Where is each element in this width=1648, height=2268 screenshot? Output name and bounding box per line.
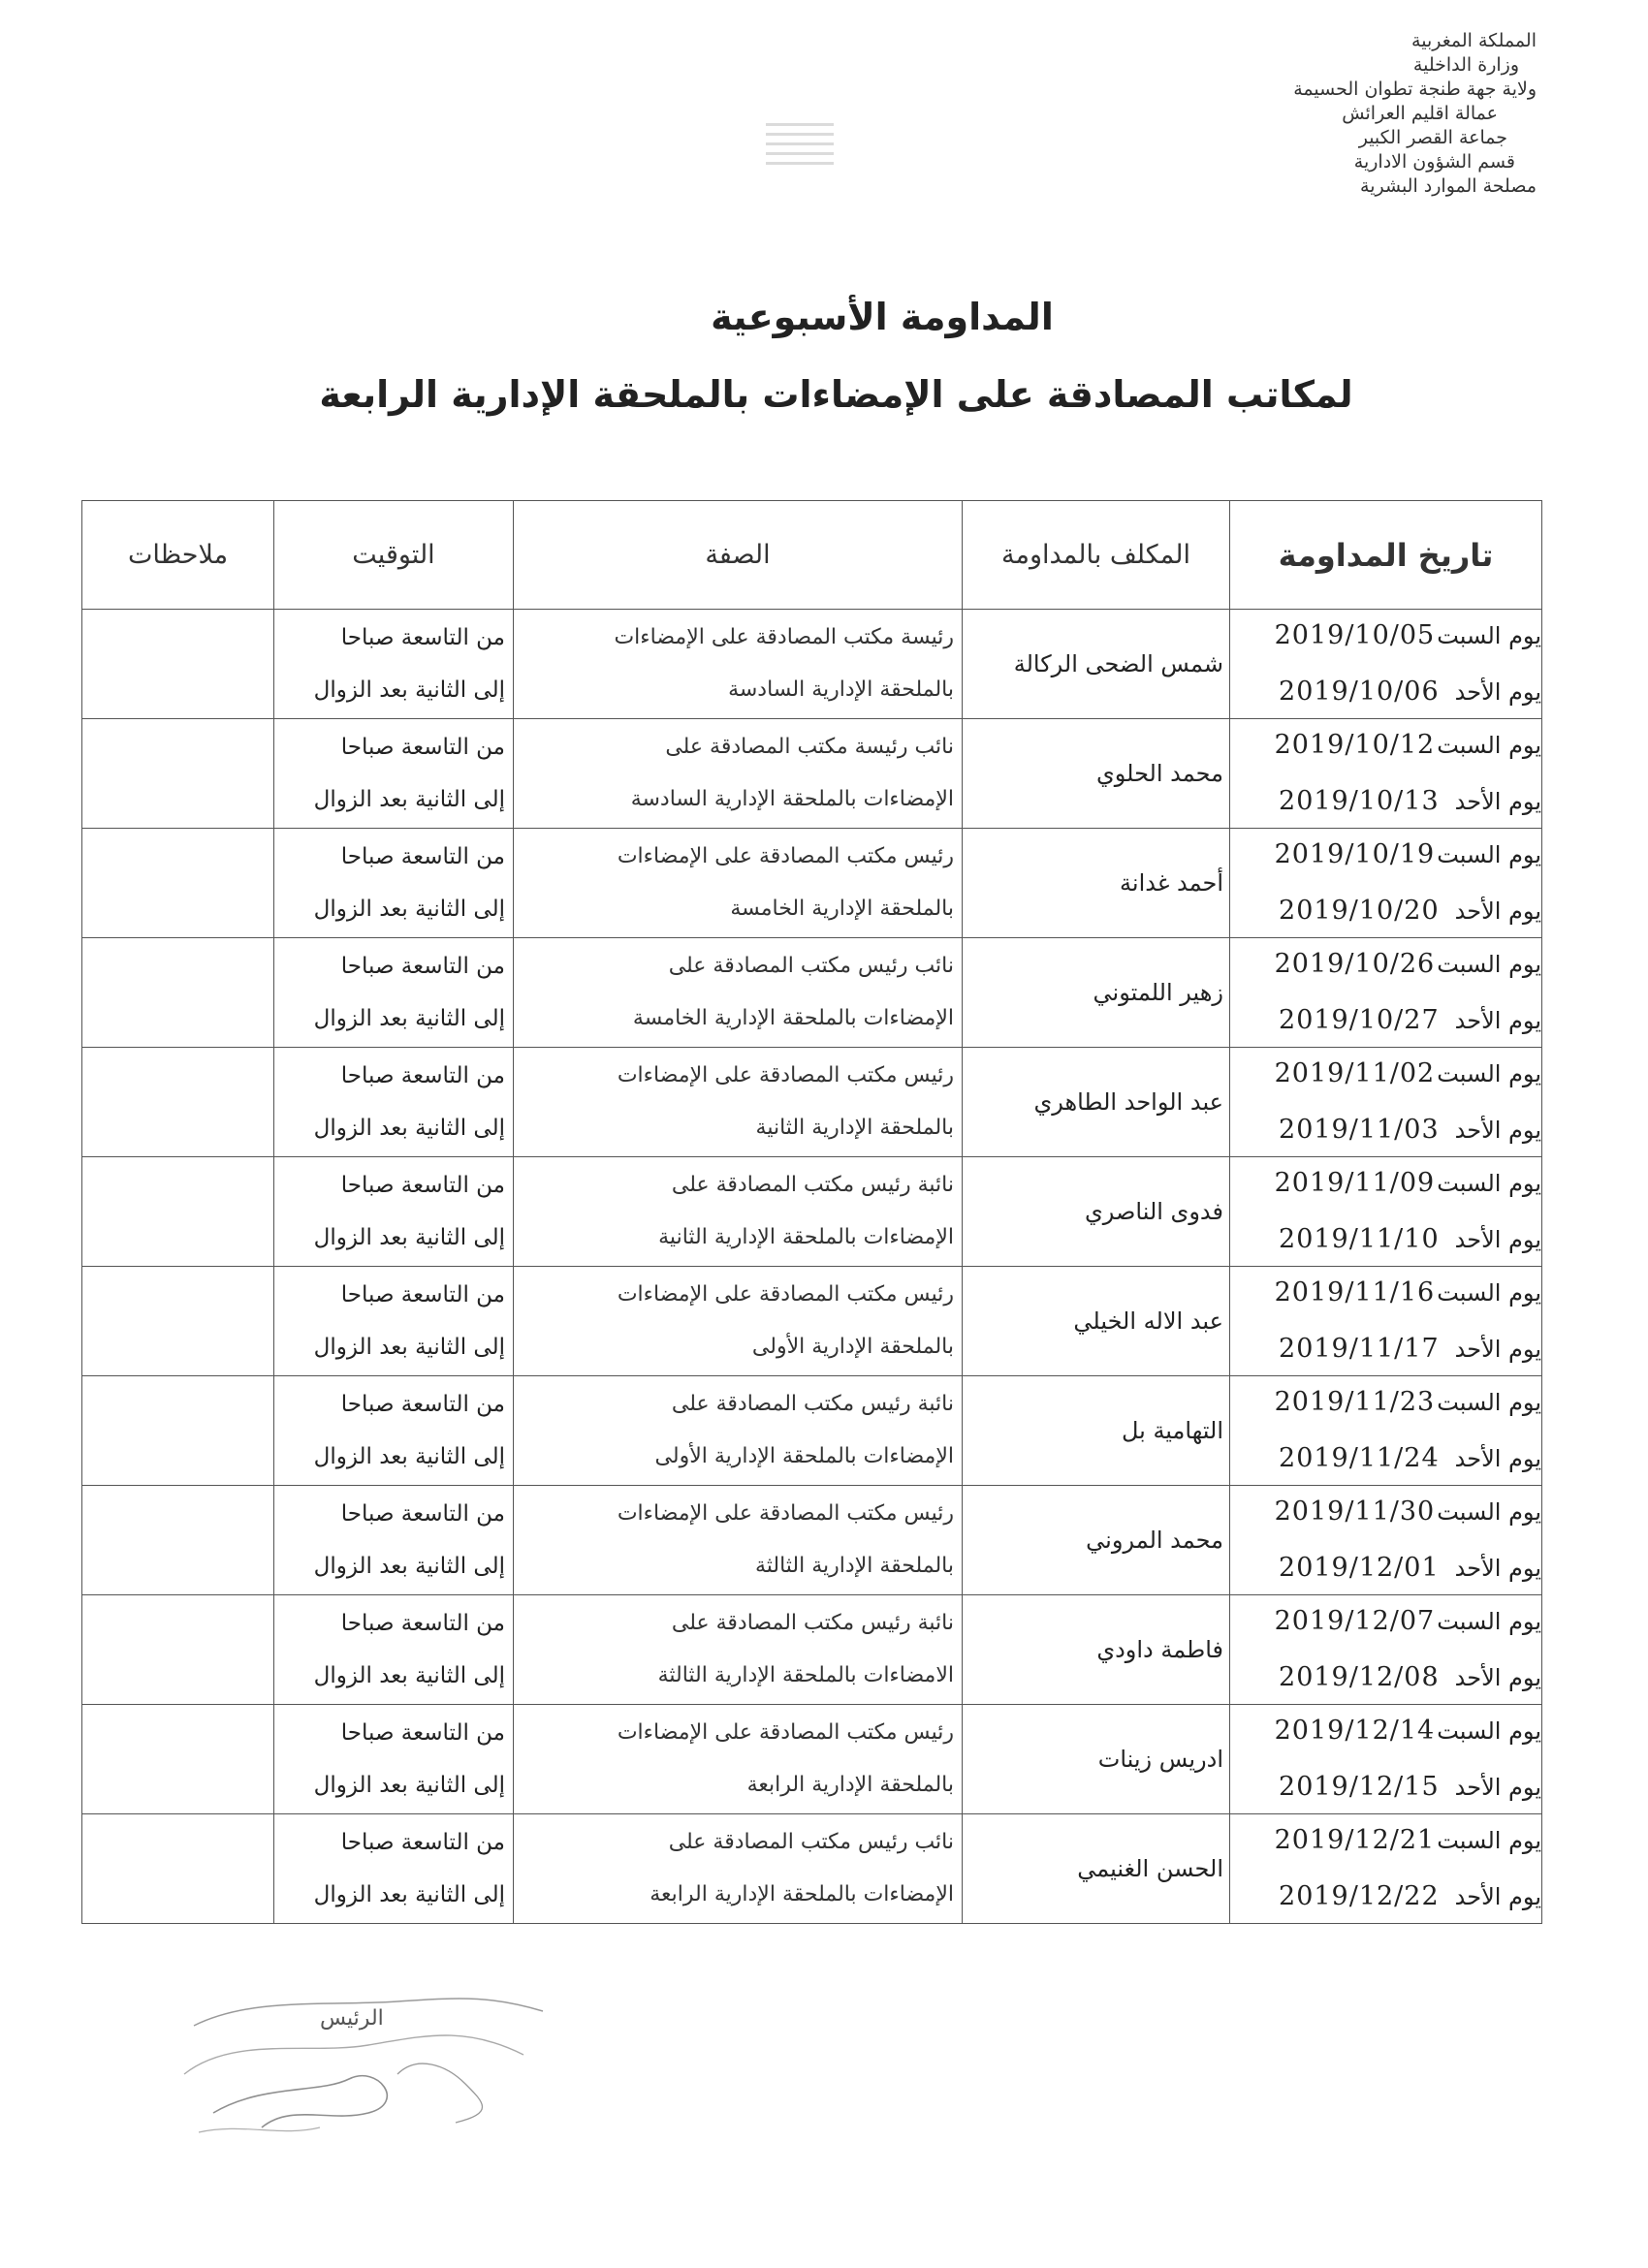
duty-date-cell: [1230, 1157, 1542, 1267]
timing-end: إلى الثانية بعد الزوال: [313, 677, 505, 703]
role-line-1: رئيسة مكتب المصادقة على الإمضاءات: [614, 625, 954, 649]
sunday-label: يوم الأحد: [1454, 1883, 1541, 1910]
table-header-row: [82, 501, 1542, 610]
role-line-1: رئيس مكتب المصادقة على الإمضاءات: [617, 1282, 954, 1307]
role-line-1: رئيس مكتب المصادقة على الإمضاءات: [617, 1501, 954, 1526]
sunday-line: [1230, 1757, 1541, 1813]
timing-end: إلى الثانية بعد الزوال: [313, 1554, 505, 1579]
timing-cell: [274, 719, 514, 829]
saturday-label: يوم السبت: [1437, 622, 1541, 649]
role-line-2: الإمضاءات بالملحقة الإدارية الثانية: [658, 1225, 954, 1249]
saturday-label: يوم السبت: [1437, 1389, 1541, 1416]
timing-cell: [274, 1376, 514, 1486]
role-line-2: الامضاءات بالملحقة الإدارية الثالثة: [657, 1663, 954, 1687]
sunday-line: [1230, 1538, 1541, 1594]
assignee-name: محمد المروني: [963, 1486, 1230, 1595]
role-line-1: رئيس مكتب المصادقة على الإمضاءات: [617, 844, 954, 868]
timing-cell: [274, 1595, 514, 1705]
ministry-header: [1071, 29, 1537, 199]
signature-scribble: [174, 1968, 582, 2161]
header-notes: ملاحظات: [82, 501, 274, 610]
sunday-label: يوم الأحد: [1454, 1226, 1541, 1253]
duty-date-cell: [1230, 719, 1542, 829]
timing-cell: [274, 1814, 514, 1924]
timing-start: من التاسعة صباحا: [340, 1720, 505, 1746]
notes-cell: [82, 1376, 274, 1486]
timing-end: إلى الثانية بعد الزوال: [313, 1773, 505, 1798]
sunday-label: يوم الأحد: [1454, 788, 1541, 815]
role-cell: [514, 719, 963, 829]
table-row: [82, 1048, 1542, 1157]
header-assignee: المكلف بالمداومة: [963, 501, 1230, 610]
duty-date-cell: [1230, 1595, 1542, 1705]
saturday-label: يوم السبت: [1437, 732, 1541, 759]
sunday-line: [1230, 991, 1541, 1047]
sunday-line: [1230, 881, 1541, 937]
saturday-date: 2019/12/21: [1274, 1825, 1436, 1855]
notes-cell: [82, 829, 274, 938]
role-cell: [514, 1814, 963, 1924]
saturday-line: [1230, 719, 1541, 772]
role-line-1: رئيس مكتب المصادقة على الإمضاءات: [617, 1063, 954, 1087]
saturday-line: [1230, 1595, 1541, 1648]
notes-cell: [82, 1267, 274, 1376]
sunday-label: يوم الأحد: [1454, 898, 1541, 925]
notes-cell: [82, 1048, 274, 1157]
signature-title: الرئيس: [320, 2006, 384, 2031]
table-row: [82, 1267, 1542, 1376]
role-cell: [514, 829, 963, 938]
header-timing: التوقيت: [274, 501, 514, 610]
saturday-line: [1230, 610, 1541, 662]
duty-date-cell: [1230, 610, 1542, 719]
saturday-line: [1230, 1376, 1541, 1429]
table-row: [82, 1705, 1542, 1814]
assignee-name: فدوى الناصري: [963, 1157, 1230, 1267]
timing-start: من التاسعة صباحا: [340, 1173, 505, 1198]
saturday-date: 2019/11/30: [1274, 1496, 1436, 1527]
sunday-date: 2019/10/06: [1279, 677, 1440, 707]
timing-cell: [274, 1157, 514, 1267]
timing-start: من التاسعة صباحا: [340, 1392, 505, 1417]
assignee-name: فاطمة داودي: [963, 1595, 1230, 1705]
saturday-date: 2019/12/07: [1274, 1606, 1436, 1636]
notes-cell: [82, 1814, 274, 1924]
signature-block: [174, 1968, 582, 2161]
saturday-date: 2019/10/12: [1274, 730, 1436, 760]
document-title: المداومة الأسبوعية: [711, 296, 1054, 338]
timing-start: من التاسعة صباحا: [340, 844, 505, 869]
sunday-date: 2019/12/22: [1279, 1881, 1440, 1911]
duty-date-cell: [1230, 829, 1542, 938]
saturday-line: [1230, 1486, 1541, 1538]
duty-date-cell: [1230, 1486, 1542, 1595]
duty-date-cell: [1230, 1376, 1542, 1486]
duty-date-cell: [1230, 938, 1542, 1048]
notes-cell: [82, 1595, 274, 1705]
role-line-1: نائب رئيسة مكتب المصادقة على: [665, 735, 954, 759]
sunday-date: 2019/10/20: [1279, 896, 1440, 926]
header-line: عمالة اقليم العرائش: [1342, 103, 1498, 124]
saturday-line: [1230, 938, 1541, 991]
notes-cell: [82, 1157, 274, 1267]
faint-stamp-mark: [766, 116, 834, 186]
saturday-label: يوم السبت: [1437, 1498, 1541, 1526]
sunday-line: [1230, 1319, 1541, 1375]
sunday-date: 2019/11/10: [1279, 1224, 1440, 1254]
sunday-date: 2019/11/03: [1279, 1115, 1440, 1145]
sunday-date: 2019/12/08: [1279, 1662, 1440, 1692]
notes-cell: [82, 938, 274, 1048]
header-line: المملكة المغربية: [1411, 30, 1537, 51]
saturday-line: [1230, 829, 1541, 881]
role-line-2: بالملحقة الإدارية الرابعة: [746, 1773, 954, 1797]
notes-cell: [82, 1705, 274, 1814]
sunday-date: 2019/11/24: [1279, 1443, 1440, 1473]
role-cell: [514, 938, 963, 1048]
role-line-1: نائبة رئيس مكتب المصادقة على: [671, 1392, 954, 1416]
role-cell: [514, 1595, 963, 1705]
timing-start: من التاسعة صباحا: [340, 1830, 505, 1855]
role-line-2: الإمضاءات بالملحقة الإدارية الخامسة: [632, 1006, 954, 1030]
timing-start: من التاسعة صباحا: [340, 1282, 505, 1307]
role-line-1: نائب رئيس مكتب المصادقة على: [668, 954, 954, 978]
saturday-date: 2019/10/19: [1274, 839, 1436, 869]
sunday-date: 2019/10/13: [1279, 786, 1440, 816]
header-line: مصلحة الموارد البشرية: [1360, 175, 1537, 197]
table-row: [82, 1376, 1542, 1486]
table-row: [82, 938, 1542, 1048]
sunday-label: يوم الأحد: [1454, 1664, 1541, 1691]
saturday-date: 2019/10/26: [1274, 949, 1436, 979]
role-cell: [514, 1376, 963, 1486]
role-cell: [514, 1157, 963, 1267]
table-row: [82, 1157, 1542, 1267]
role-cell: [514, 1048, 963, 1157]
timing-end: إلى الثانية بعد الزوال: [313, 897, 505, 922]
saturday-line: [1230, 1157, 1541, 1210]
role-cell: [514, 1705, 963, 1814]
sunday-line: [1230, 1100, 1541, 1156]
saturday-line: [1230, 1048, 1541, 1100]
sunday-label: يوم الأحد: [1454, 1555, 1541, 1582]
saturday-line: [1230, 1267, 1541, 1319]
saturday-line: [1230, 1705, 1541, 1757]
timing-start: من التاسعة صباحا: [340, 625, 505, 650]
document-subtitle: لمكاتب المصادقة على الإمضاءات بالملحقة الإدارية الرابعة: [319, 373, 1353, 416]
saturday-label: يوم السبت: [1437, 1608, 1541, 1635]
timing-start: من التاسعة صباحا: [340, 954, 505, 979]
timing-end: إلى الثانية بعد الزوال: [313, 1663, 505, 1688]
notes-cell: [82, 1486, 274, 1595]
role-line-1: نائبة رئيس مكتب المصادقة على: [671, 1611, 954, 1635]
role-cell: [514, 1267, 963, 1376]
notes-cell: [82, 719, 274, 829]
assignee-name: الحسن الغنيمي: [963, 1814, 1230, 1924]
saturday-date: 2019/10/05: [1274, 620, 1436, 650]
saturday-date: 2019/11/09: [1274, 1168, 1436, 1198]
duty-date-cell: [1230, 1705, 1542, 1814]
timing-cell: [274, 1705, 514, 1814]
sunday-label: يوم الأحد: [1454, 1007, 1541, 1034]
timing-start: من التاسعة صباحا: [340, 735, 505, 760]
table-row: [82, 719, 1542, 829]
timing-cell: [274, 938, 514, 1048]
saturday-date: 2019/12/14: [1274, 1716, 1436, 1746]
saturday-date: 2019/11/16: [1274, 1277, 1436, 1307]
table-row: [82, 610, 1542, 719]
sunday-line: [1230, 772, 1541, 828]
role-line-2: بالملحقة الإدارية الثانية: [755, 1116, 954, 1140]
saturday-label: يوم السبت: [1437, 1279, 1541, 1307]
assignee-name: عبد الاله الخيلي: [963, 1267, 1230, 1376]
role-line-1: رئيس مكتب المصادقة على الإمضاءات: [617, 1720, 954, 1745]
saturday-date: 2019/11/02: [1274, 1058, 1436, 1088]
role-line-2: بالملحقة الإدارية الأولى: [751, 1335, 954, 1359]
table-row: [82, 1595, 1542, 1705]
sunday-label: يوم الأحد: [1454, 1774, 1541, 1801]
role-line-2: بالملحقة الإدارية الخامسة: [730, 897, 954, 921]
role-line-2: بالملحقة الإدارية السادسة: [728, 677, 954, 702]
role-line-2: الإمضاءات بالملحقة الإدارية الرابعة: [650, 1882, 954, 1906]
role-cell: [514, 610, 963, 719]
saturday-label: يوم السبت: [1437, 1060, 1541, 1087]
sunday-date: 2019/12/15: [1279, 1772, 1440, 1802]
saturday-line: [1230, 1814, 1541, 1867]
timing-end: إلى الثانية بعد الزوال: [313, 1006, 505, 1031]
assignee-name: عبد الواحد الطاهري: [963, 1048, 1230, 1157]
header-line: قسم الشؤون الادارية: [1353, 151, 1515, 173]
timing-start: من التاسعة صباحا: [340, 1611, 505, 1636]
sunday-label: يوم الأحد: [1454, 1336, 1541, 1363]
assignee-name: محمد الحلوي: [963, 719, 1230, 829]
timing-end: إلى الثانية بعد الزوال: [313, 1444, 505, 1469]
timing-cell: [274, 829, 514, 938]
sunday-line: [1230, 1867, 1541, 1923]
sunday-line: [1230, 1429, 1541, 1485]
role-line-2: بالملحقة الإدارية الثالثة: [754, 1554, 954, 1578]
timing-end: إلى الثانية بعد الزوال: [313, 1116, 505, 1141]
sunday-line: [1230, 1210, 1541, 1266]
sunday-label: يوم الأحد: [1454, 1117, 1541, 1144]
role-cell: [514, 1486, 963, 1595]
header-date: تاريخ المداومة: [1230, 501, 1542, 610]
header-line: ولاية جهة طنجة تطوان الحسيمة: [1293, 79, 1537, 100]
sunday-label: يوم الأحد: [1454, 1445, 1541, 1472]
header-role: الصفة: [514, 501, 963, 610]
saturday-label: يوم السبت: [1437, 1827, 1541, 1854]
timing-start: من التاسعة صباحا: [340, 1063, 505, 1088]
assignee-name: ادريس زينات: [963, 1705, 1230, 1814]
timing-start: من التاسعة صباحا: [340, 1501, 505, 1527]
sunday-label: يوم الأحد: [1454, 678, 1541, 706]
assignee-name: التهامية بل: [963, 1376, 1230, 1486]
duty-date-cell: [1230, 1267, 1542, 1376]
timing-cell: [274, 1267, 514, 1376]
notes-cell: [82, 610, 274, 719]
timing-end: إلى الثانية بعد الزوال: [313, 1335, 505, 1360]
table-row: [82, 1814, 1542, 1924]
role-line-1: نائبة رئيس مكتب المصادقة على: [671, 1173, 954, 1197]
timing-cell: [274, 610, 514, 719]
table-row: [82, 829, 1542, 938]
sunday-line: [1230, 662, 1541, 718]
timing-cell: [274, 1048, 514, 1157]
saturday-date: 2019/11/23: [1274, 1387, 1436, 1417]
timing-cell: [274, 1486, 514, 1595]
saturday-label: يوم السبت: [1437, 951, 1541, 978]
timing-end: إلى الثانية بعد الزوال: [313, 1225, 505, 1250]
header-line: وزارة الداخلية: [1412, 54, 1519, 76]
assignee-name: أحمد غدانة: [963, 829, 1230, 938]
saturday-label: يوم السبت: [1437, 1170, 1541, 1197]
table-row: [82, 1486, 1542, 1595]
assignee-name: شمس الضحى الركالة: [963, 610, 1230, 719]
sunday-date: 2019/12/01: [1279, 1553, 1440, 1583]
saturday-label: يوم السبت: [1437, 1717, 1541, 1745]
duty-date-cell: [1230, 1048, 1542, 1157]
role-line-2: الإمضاءات بالملحقة الإدارية الأولى: [654, 1444, 954, 1468]
sunday-line: [1230, 1648, 1541, 1704]
duty-schedule-table: [81, 500, 1542, 1924]
role-line-1: نائب رئيس مكتب المصادقة على: [668, 1830, 954, 1854]
sunday-date: 2019/11/17: [1279, 1334, 1440, 1364]
timing-end: إلى الثانية بعد الزوال: [313, 787, 505, 812]
duty-date-cell: [1230, 1814, 1542, 1924]
sunday-date: 2019/10/27: [1279, 1005, 1440, 1035]
role-line-2: الإمضاءات بالملحقة الإدارية السادسة: [630, 787, 954, 811]
assignee-name: زهير اللمتوني: [963, 938, 1230, 1048]
timing-end: إلى الثانية بعد الزوال: [313, 1882, 505, 1907]
header-line: جماعة القصر الكبير: [1358, 127, 1507, 148]
saturday-label: يوم السبت: [1437, 841, 1541, 868]
